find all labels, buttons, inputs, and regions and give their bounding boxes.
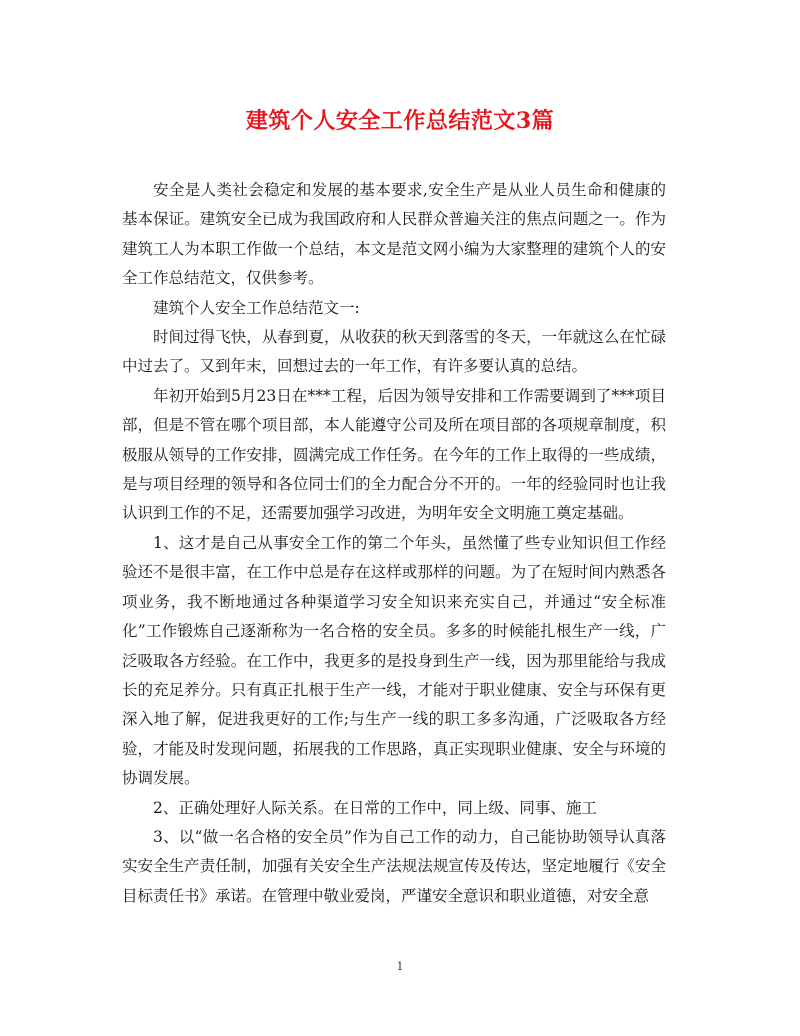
paragraph-year-start: 年初开始到5月23日在***工程，后因为领导安排和工作需要调到了***项目部，但是不管在哪个项目部，本人能遵守公司及所在项目部的各项规章制度，积极服从领导的工作安排，圆满完成工作任务。在今年的工作上取得的一些成绩，是与项目经理的领导和各位同士们的全力配合分不开的。一年的经验同时也让我认识到工作的不足，还需要加强学习改进，为明年安全文明施工奠定基础。: [122, 386, 666, 523]
paragraph-time: 时间过得飞快，从春到夏，从收获的秋天到落雪的冬天，一年就这么在忙碌中过去了。又到年末，回想过去的一年工作，有许多要认真的总结。: [122, 328, 666, 376]
paragraph-intro: 安全是人类社会稳定和发展的基本要求,安全生产是从业人员生命和健康的基本保证。建筑安全已成为我国政府和人民群众普遍关注的焦点问题之一。作为建筑工人为本职工作做一个总结，本文是范文网小编为大家整理的建筑个人的安全工作总结范文，仅供参考。: [122, 181, 666, 288]
document-body: [122, 176, 666, 911]
paragraph-item-1: 1、这才是自己从事安全工作的第二个年头，虽然懂了些专业知识但工作经验还不是很丰富，在工作中总是存在这样或那样的问题。为了在短时间内熟悉各项业务，我不断地通过各种渠道学习安全知识来充实自己，并通过“安全标准化”工作锻炼自己逐渐称为一名合格的安全员。多多的时候能扎根生产一线，广泛吸取各方经验。在工作中，我更多的是投身到生产一线，因为那里能给与我成长的充足养分。只有真正扎根于生产一线，才能对于职业健康、安全与环保有更深入地了解，促进我更好的工作;与生产一线的职工多多沟通，广泛吸取各方经验，才能及时发现问题，拓展我的工作思路，真正实现职业健康、安全与环境的协调发展。: [122, 533, 666, 788]
document-title: 建筑个人安全工作总结范文3篇: [245, 108, 555, 134]
paragraph-item-2: 2、正确处理好人际关系。在日常的工作中，同上级、同事、施工: [153, 798, 597, 817]
paragraph-item-3: 3、以“做一名合格的安全员”作为自己工作的动力，自己能协助领导认真落实安全生产责任制，加强有关安全生产法规法规宣传及传达，坚定地履行《安全目标责任书》承诺。在管理中敬业爱岗，严谨安全意识和职业道德，对安全意: [122, 827, 666, 905]
page-number: 1: [396, 960, 404, 973]
paragraph-section-heading: 建筑个人安全工作总结范文一:: [153, 298, 360, 317]
